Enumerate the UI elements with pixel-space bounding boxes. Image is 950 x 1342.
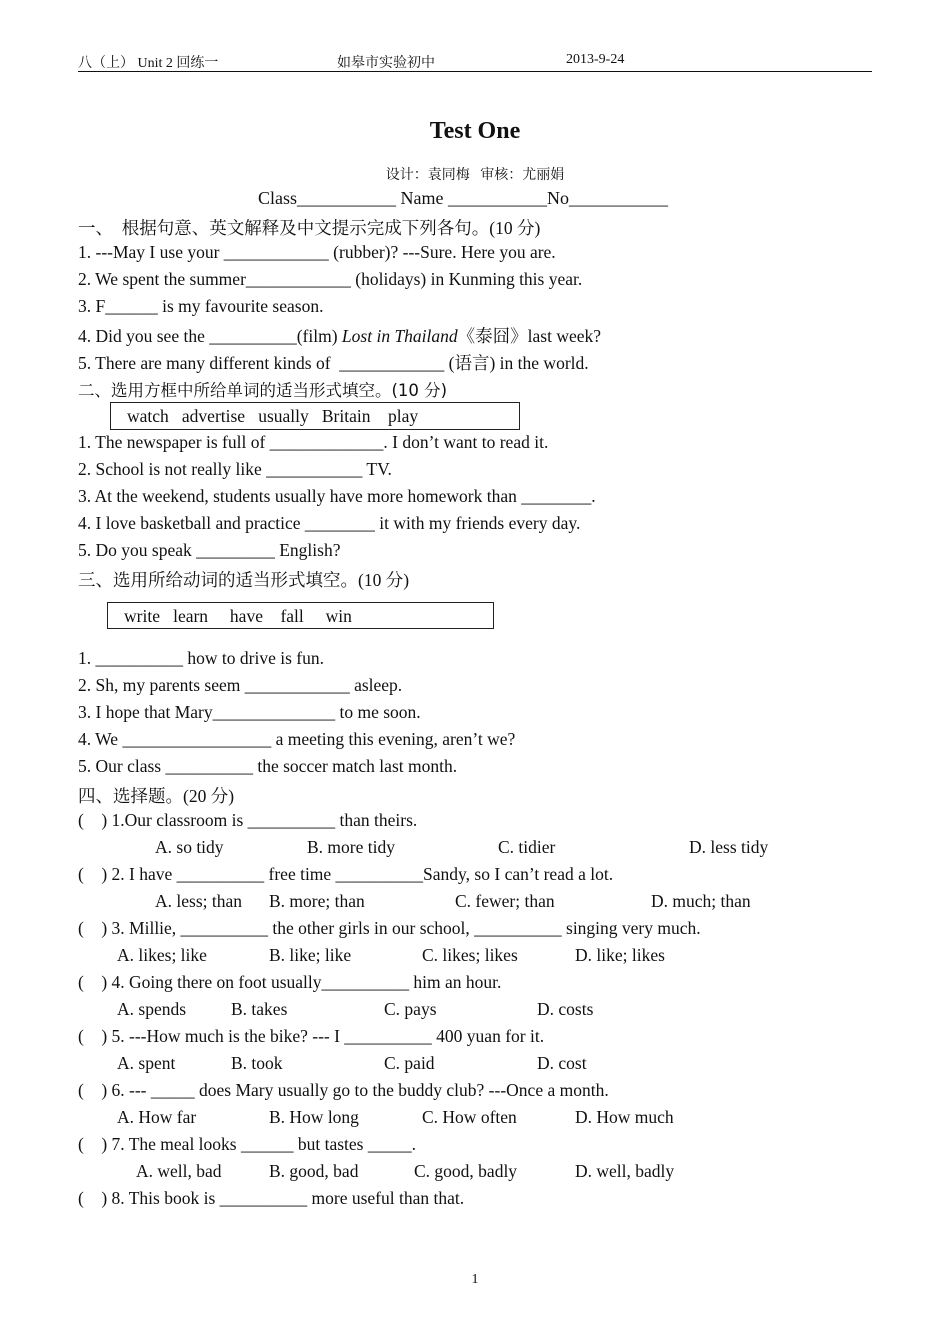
question-7-option-a: A. well, bad bbox=[136, 1161, 222, 1181]
question-1-option-a: A. so tidy bbox=[155, 837, 224, 857]
question-4-option-d: D. costs bbox=[537, 999, 594, 1019]
section4-heading: 四、选择题。(20 分) bbox=[78, 786, 235, 806]
section1-item-4 bbox=[78, 323, 601, 348]
question-6-stem: ( ) 6. --- _____ does Mary usually go to the buddy club? ---Once a month. bbox=[78, 1080, 609, 1100]
question-5-option-c: C. paid bbox=[384, 1053, 435, 1073]
question-5-option-d: D. cost bbox=[537, 1053, 587, 1073]
question-1-option-c: C. tidier bbox=[498, 837, 556, 857]
section1-item-4-before: 4. Did you see the __________(film) bbox=[78, 326, 342, 346]
section1-item-1: 1. ---May I use your ____________ (rubber)? ---Sure. Here you are. bbox=[78, 242, 556, 262]
page-number: 1 bbox=[471, 1272, 479, 1287]
section3-item-3: 3. I hope that Mary______________ to me soon. bbox=[78, 702, 421, 722]
question-2-option-b: B. more; than bbox=[269, 891, 365, 911]
section1-heading: 一、 根据句意、英文解释及中文提示完成下列各句。(10 分) bbox=[78, 218, 541, 238]
question-1-stem: ( ) 1.Our classroom is __________ than theirs. bbox=[78, 810, 418, 830]
question-3-option-d: D. like; likes bbox=[575, 945, 665, 965]
section1-item-2: 2. We spent the summer____________ (holidays) in Kunming this year. bbox=[78, 269, 583, 289]
header-rule bbox=[78, 71, 872, 72]
page-title: Test One bbox=[429, 118, 521, 144]
question-2-option-d: D. much; than bbox=[651, 891, 751, 911]
question-6-option-c: C. How often bbox=[422, 1107, 517, 1127]
question-5-stem: ( ) 5. ---How much is the bike? --- I __________ 400 yuan for it. bbox=[78, 1026, 545, 1046]
question-7-stem: ( ) 7. The meal looks ______ but tastes _____. bbox=[78, 1134, 416, 1154]
question-1-option-d: D. less tidy bbox=[689, 837, 769, 857]
question-1-option-b: B. more tidy bbox=[307, 837, 395, 857]
section2-item-1: 1. The newspaper is full of _____________. I don’t want to read it. bbox=[78, 432, 549, 452]
question-3-stem: ( ) 3. Millie, __________ the other girls in our school, __________ singing very much. bbox=[78, 918, 701, 938]
question-4-option-c: C. pays bbox=[384, 999, 437, 1019]
section1-item-3: 3. F______ is my favourite season. bbox=[78, 296, 324, 316]
question-7-option-b: B. good, bad bbox=[269, 1161, 359, 1181]
header-course: 八（上） Unit 2 回练一 bbox=[78, 56, 219, 71]
section2-item-4: 4. I love basketball and practice ________ it with my friends every day. bbox=[78, 513, 581, 533]
credits-line: 设计：袁同梅 审核：尤丽娟 bbox=[385, 168, 565, 183]
section1-item-4-film-title: Lost in Thailand bbox=[341, 326, 458, 346]
question-4-option-b: B. takes bbox=[231, 999, 288, 1019]
question-6-option-a: A. How far bbox=[117, 1107, 197, 1127]
question-7-option-d: D. well, badly bbox=[575, 1161, 675, 1181]
question-3-option-c: C. likes; likes bbox=[422, 945, 518, 965]
section3-heading: 三、选用所给动词的适当形式填空。(10 分) bbox=[78, 570, 410, 590]
section3-item-2: 2. Sh, my parents seem ____________ asleep. bbox=[78, 675, 403, 695]
question-7-option-c: C. good, badly bbox=[414, 1161, 518, 1181]
section1-item-5: 5. There are many different kinds of ____________ (语言) in the world. bbox=[78, 353, 589, 373]
question-2-stem: ( ) 2. I have __________ free time __________Sandy, so I can’t read a lot. bbox=[78, 864, 614, 884]
section2-heading: 二、选用方框中所给单词的适当形式填空。(10 分) bbox=[78, 381, 448, 400]
question-3-option-a: A. likes; like bbox=[117, 945, 207, 965]
question-4-option-a: A. spends bbox=[117, 999, 187, 1019]
question-2-option-c: C. fewer; than bbox=[455, 891, 555, 911]
question-5-option-a: A. spent bbox=[117, 1053, 176, 1073]
section1-item-4-after: 《泰囧》last week? bbox=[457, 326, 602, 346]
question-6-option-b: B. How long bbox=[269, 1107, 359, 1127]
question-6-option-d: D. How much bbox=[575, 1107, 674, 1127]
section2-item-3: 3. At the weekend, students usually have more homework than ________. bbox=[78, 486, 596, 506]
section3-item-5: 5. Our class __________ the soccer match last month. bbox=[78, 756, 458, 776]
header-school: 如皋市实验初中 bbox=[337, 56, 435, 71]
section3-word-box: write learn have fall win bbox=[107, 602, 494, 629]
section3-item-4: 4. We _________________ a meeting this evening, aren’t we? bbox=[78, 729, 516, 749]
question-5-option-b: B. took bbox=[231, 1053, 283, 1073]
header-date: 2013-9-24 bbox=[566, 52, 625, 67]
section2-word-box: watch advertise usually Britain play bbox=[110, 402, 520, 430]
question-3-option-b: B. like; like bbox=[269, 945, 352, 965]
section3-item-1: 1. __________ how to drive is fun. bbox=[78, 648, 324, 668]
question-8-stem: ( ) 8. This book is __________ more useful than that. bbox=[78, 1188, 465, 1208]
section2-item-5: 5. Do you speak _________ English? bbox=[78, 540, 341, 560]
student-info-line: Class___________ Name ___________No___________ bbox=[258, 188, 668, 208]
question-2-option-a: A. less; than bbox=[155, 891, 243, 911]
section2-item-2: 2. School is not really like ___________ TV. bbox=[78, 459, 392, 479]
question-4-stem: ( ) 4. Going there on foot usually__________ him an hour. bbox=[78, 972, 502, 992]
